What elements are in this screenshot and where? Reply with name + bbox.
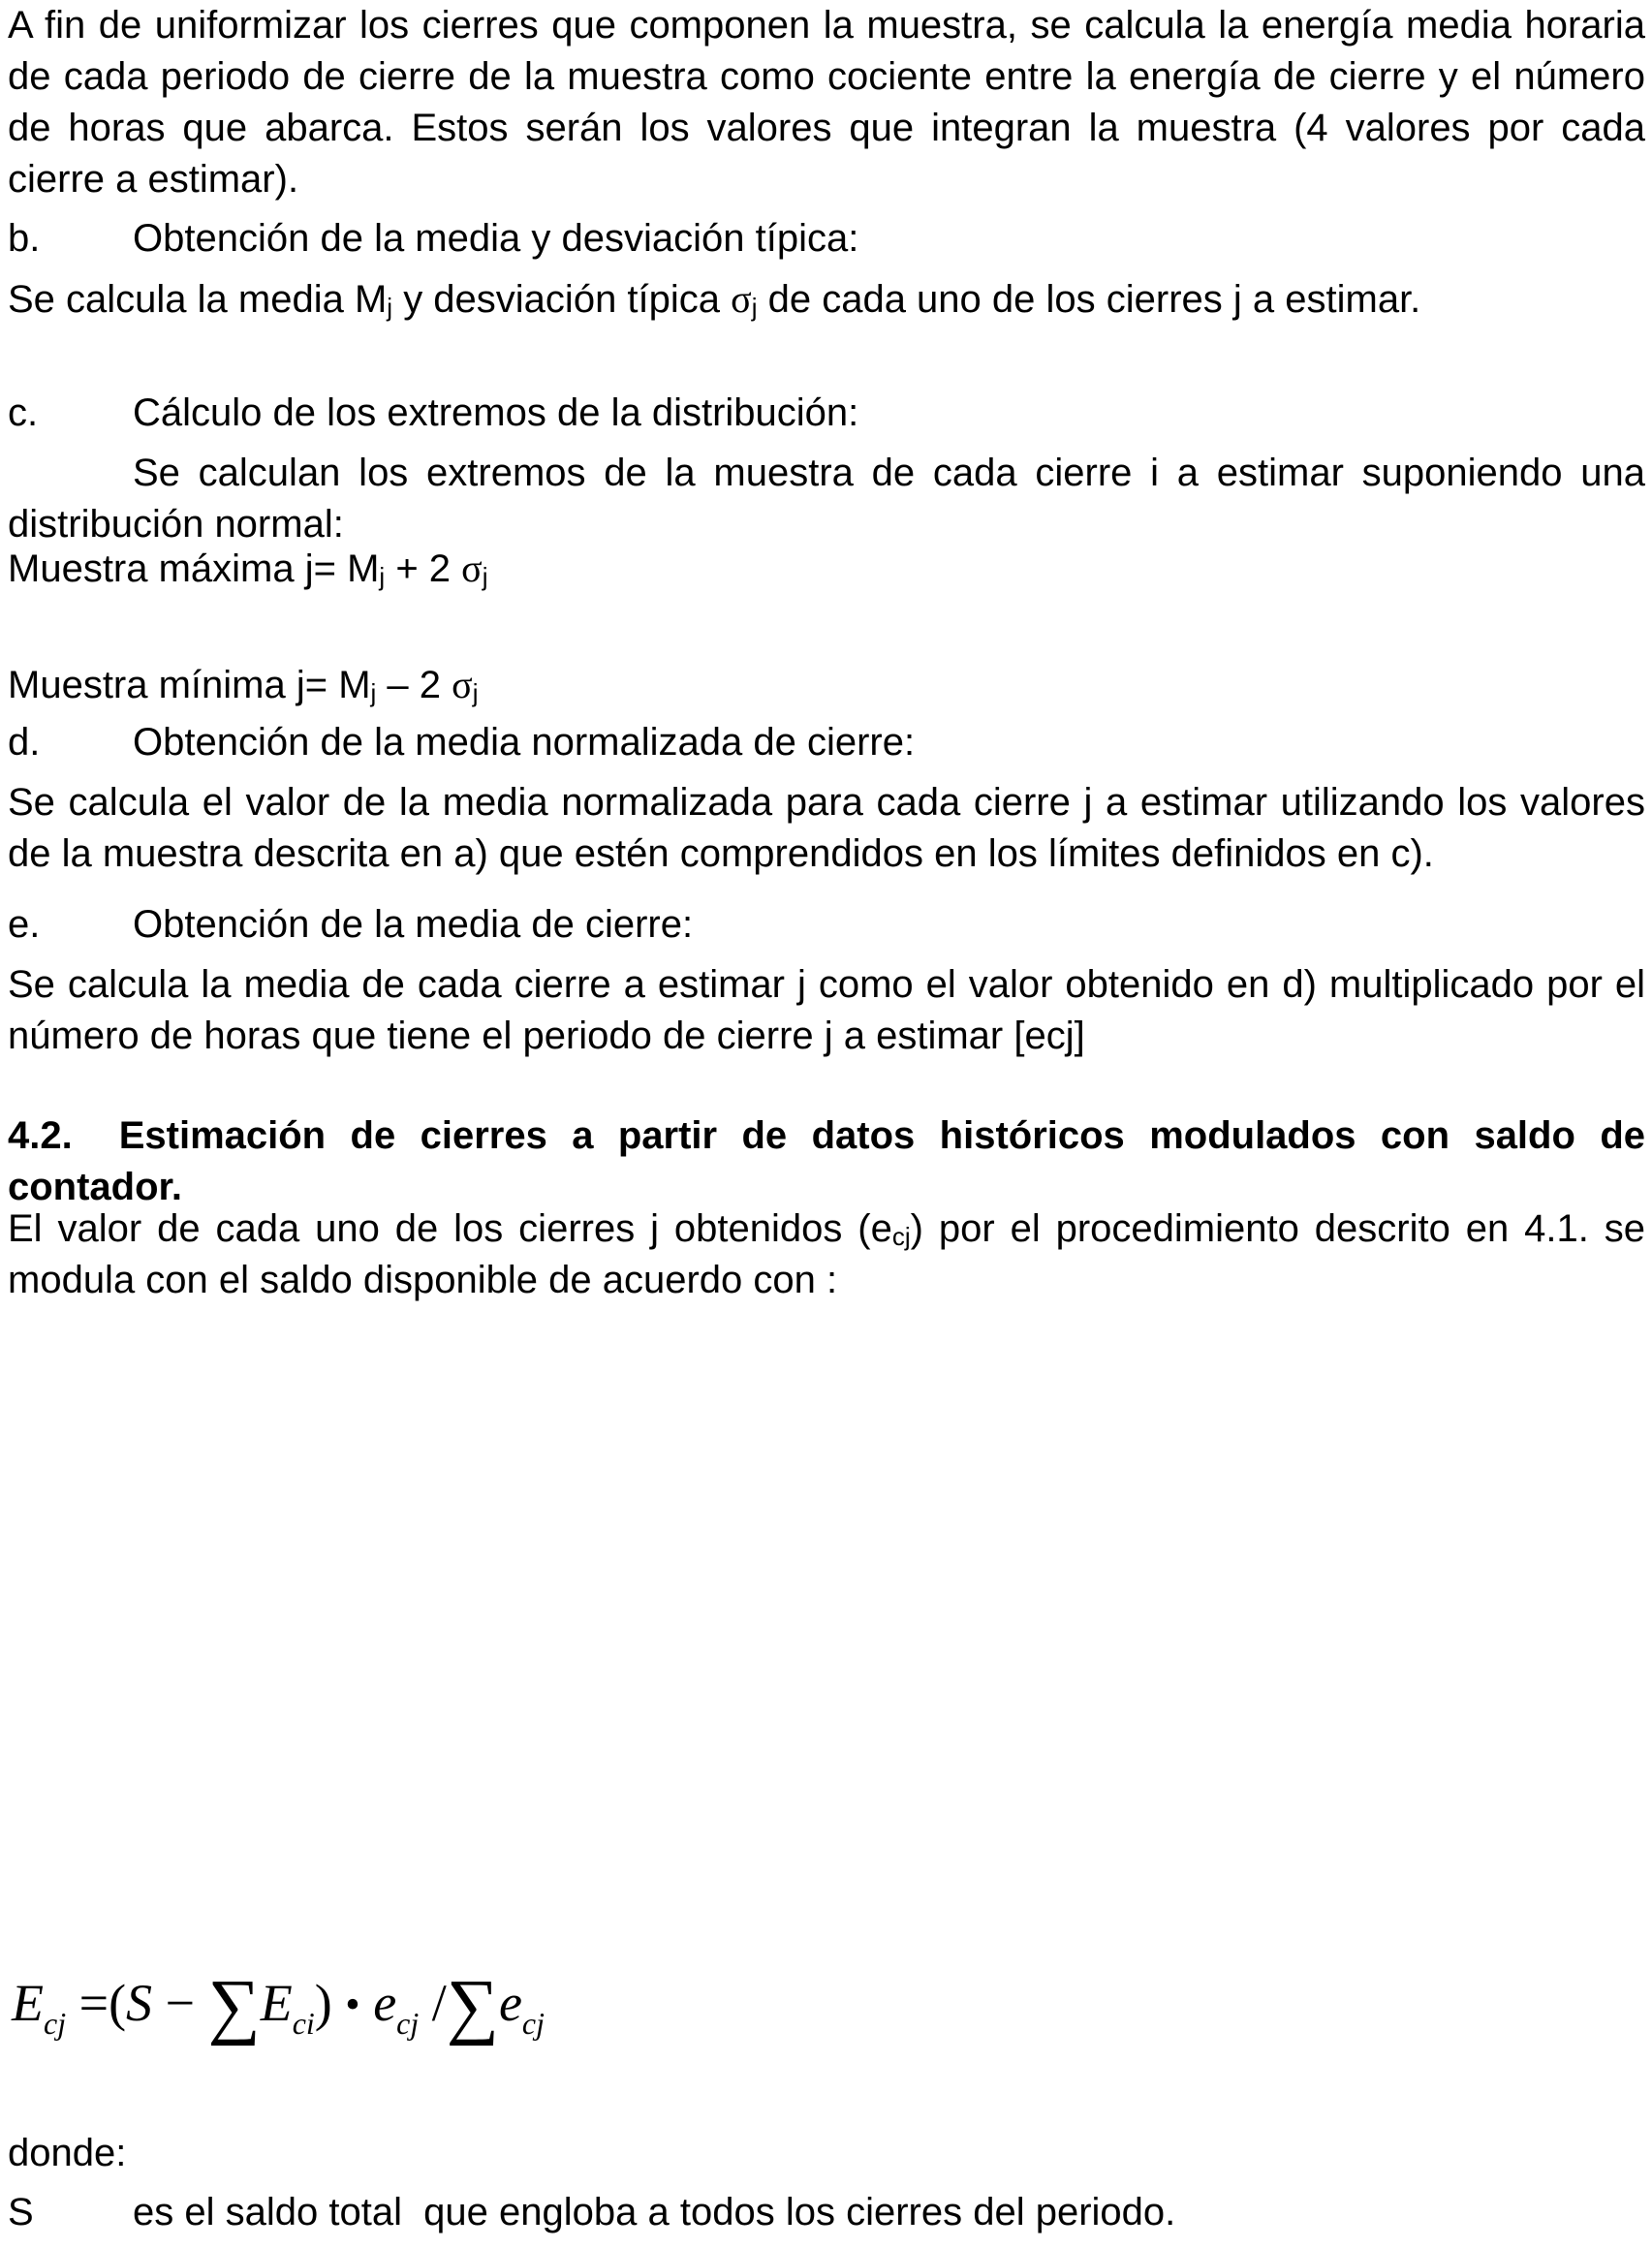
sigma-symbol: σ: [731, 277, 752, 321]
document-page: [8, 0, 1645, 2249]
product-dot: •: [345, 1981, 360, 2028]
section-c-label: c.: [8, 391, 39, 434]
section-e-label: e.: [8, 903, 41, 946]
min-sample-formula: Muestra mínima $j= M_j - 2$ $\sigma_j$: [8, 663, 479, 707]
section-c-heading: Cálculo de los extremos de la distribución:: [133, 391, 859, 434]
section-42-heading: [8, 1110, 1645, 1213]
section-42-number: 4.2.: [8, 1114, 73, 1157]
section-b-heading: Obtención de la media y desviación típica:: [133, 217, 859, 260]
intro-paragraph: A fin de uniformizar los cierres que componen la muestra, se calcula la energía media horaria de cada periodo de cierre de la muestra como cociente entre la energía de cierre y el número de horas que abarca. Estos serán los valores que integran la muestra (4 valores por cada cierre a estimar).: [8, 4, 1645, 201]
section-42-title: Estimación de cierres a partir de datos históricos modulados con saldo de contador.: [8, 1114, 1645, 1208]
sum-symbol: ∑: [446, 1965, 499, 2046]
section-e-heading: Obtención de la media de cierre:: [133, 903, 694, 946]
sigma-symbol: σ: [461, 547, 483, 590]
definition-symbol: S: [8, 2191, 34, 2233]
modulation-formula: $E_{cj} =(S - \sum E_{ci})$ • $e_{cj}$ $/\sum e_{cj}$: [12, 1965, 545, 2046]
section-d-heading: Obtención de la media normalizada de cierre:: [133, 721, 916, 764]
sum-symbol: ∑: [207, 1965, 261, 2046]
section-b-text: Se calcula la media $M_j$ y desviación típica $\sigma_j$ de cada uno de los cierres j a estimar.: [8, 277, 1421, 322]
donde-label: donde:: [8, 2132, 127, 2174]
section-e-text: Se calcula la media de cada cierre a estimar j como el valor obtenido en d) multiplicado por el número de horas que tiene el periodo de cierre j a estimar [ecj]: [8, 963, 1645, 1057]
section-d-text: Se calcula el valor de la media normalizada para cada cierre j a estimar utilizando los valores de la muestra descrita en a) que estén comprendidos en los límites definidos en c).: [8, 781, 1645, 875]
section-d-label: d.: [8, 721, 41, 764]
sigma-symbol: σ: [452, 663, 473, 706]
max-sample-formula: Muestra máxima $j= M_j + 2$ $\sigma_j$: [8, 547, 488, 591]
section-c-text: Se calculan los extremos de la muestra de cada cierre i a estimar suponiendo una distribución normal:: [8, 452, 1645, 546]
definition-text: es el saldo total que engloba a todos los cierres del periodo.: [133, 2191, 1176, 2233]
section-b-label: b.: [8, 217, 41, 260]
section-42-text: El valor de cada uno de los cierres j obtenidos $(e_{cj})$ por el procedimiento descrito en 4.1. se modula con el saldo disponible de acuerdo con :: [8, 1207, 1645, 1301]
